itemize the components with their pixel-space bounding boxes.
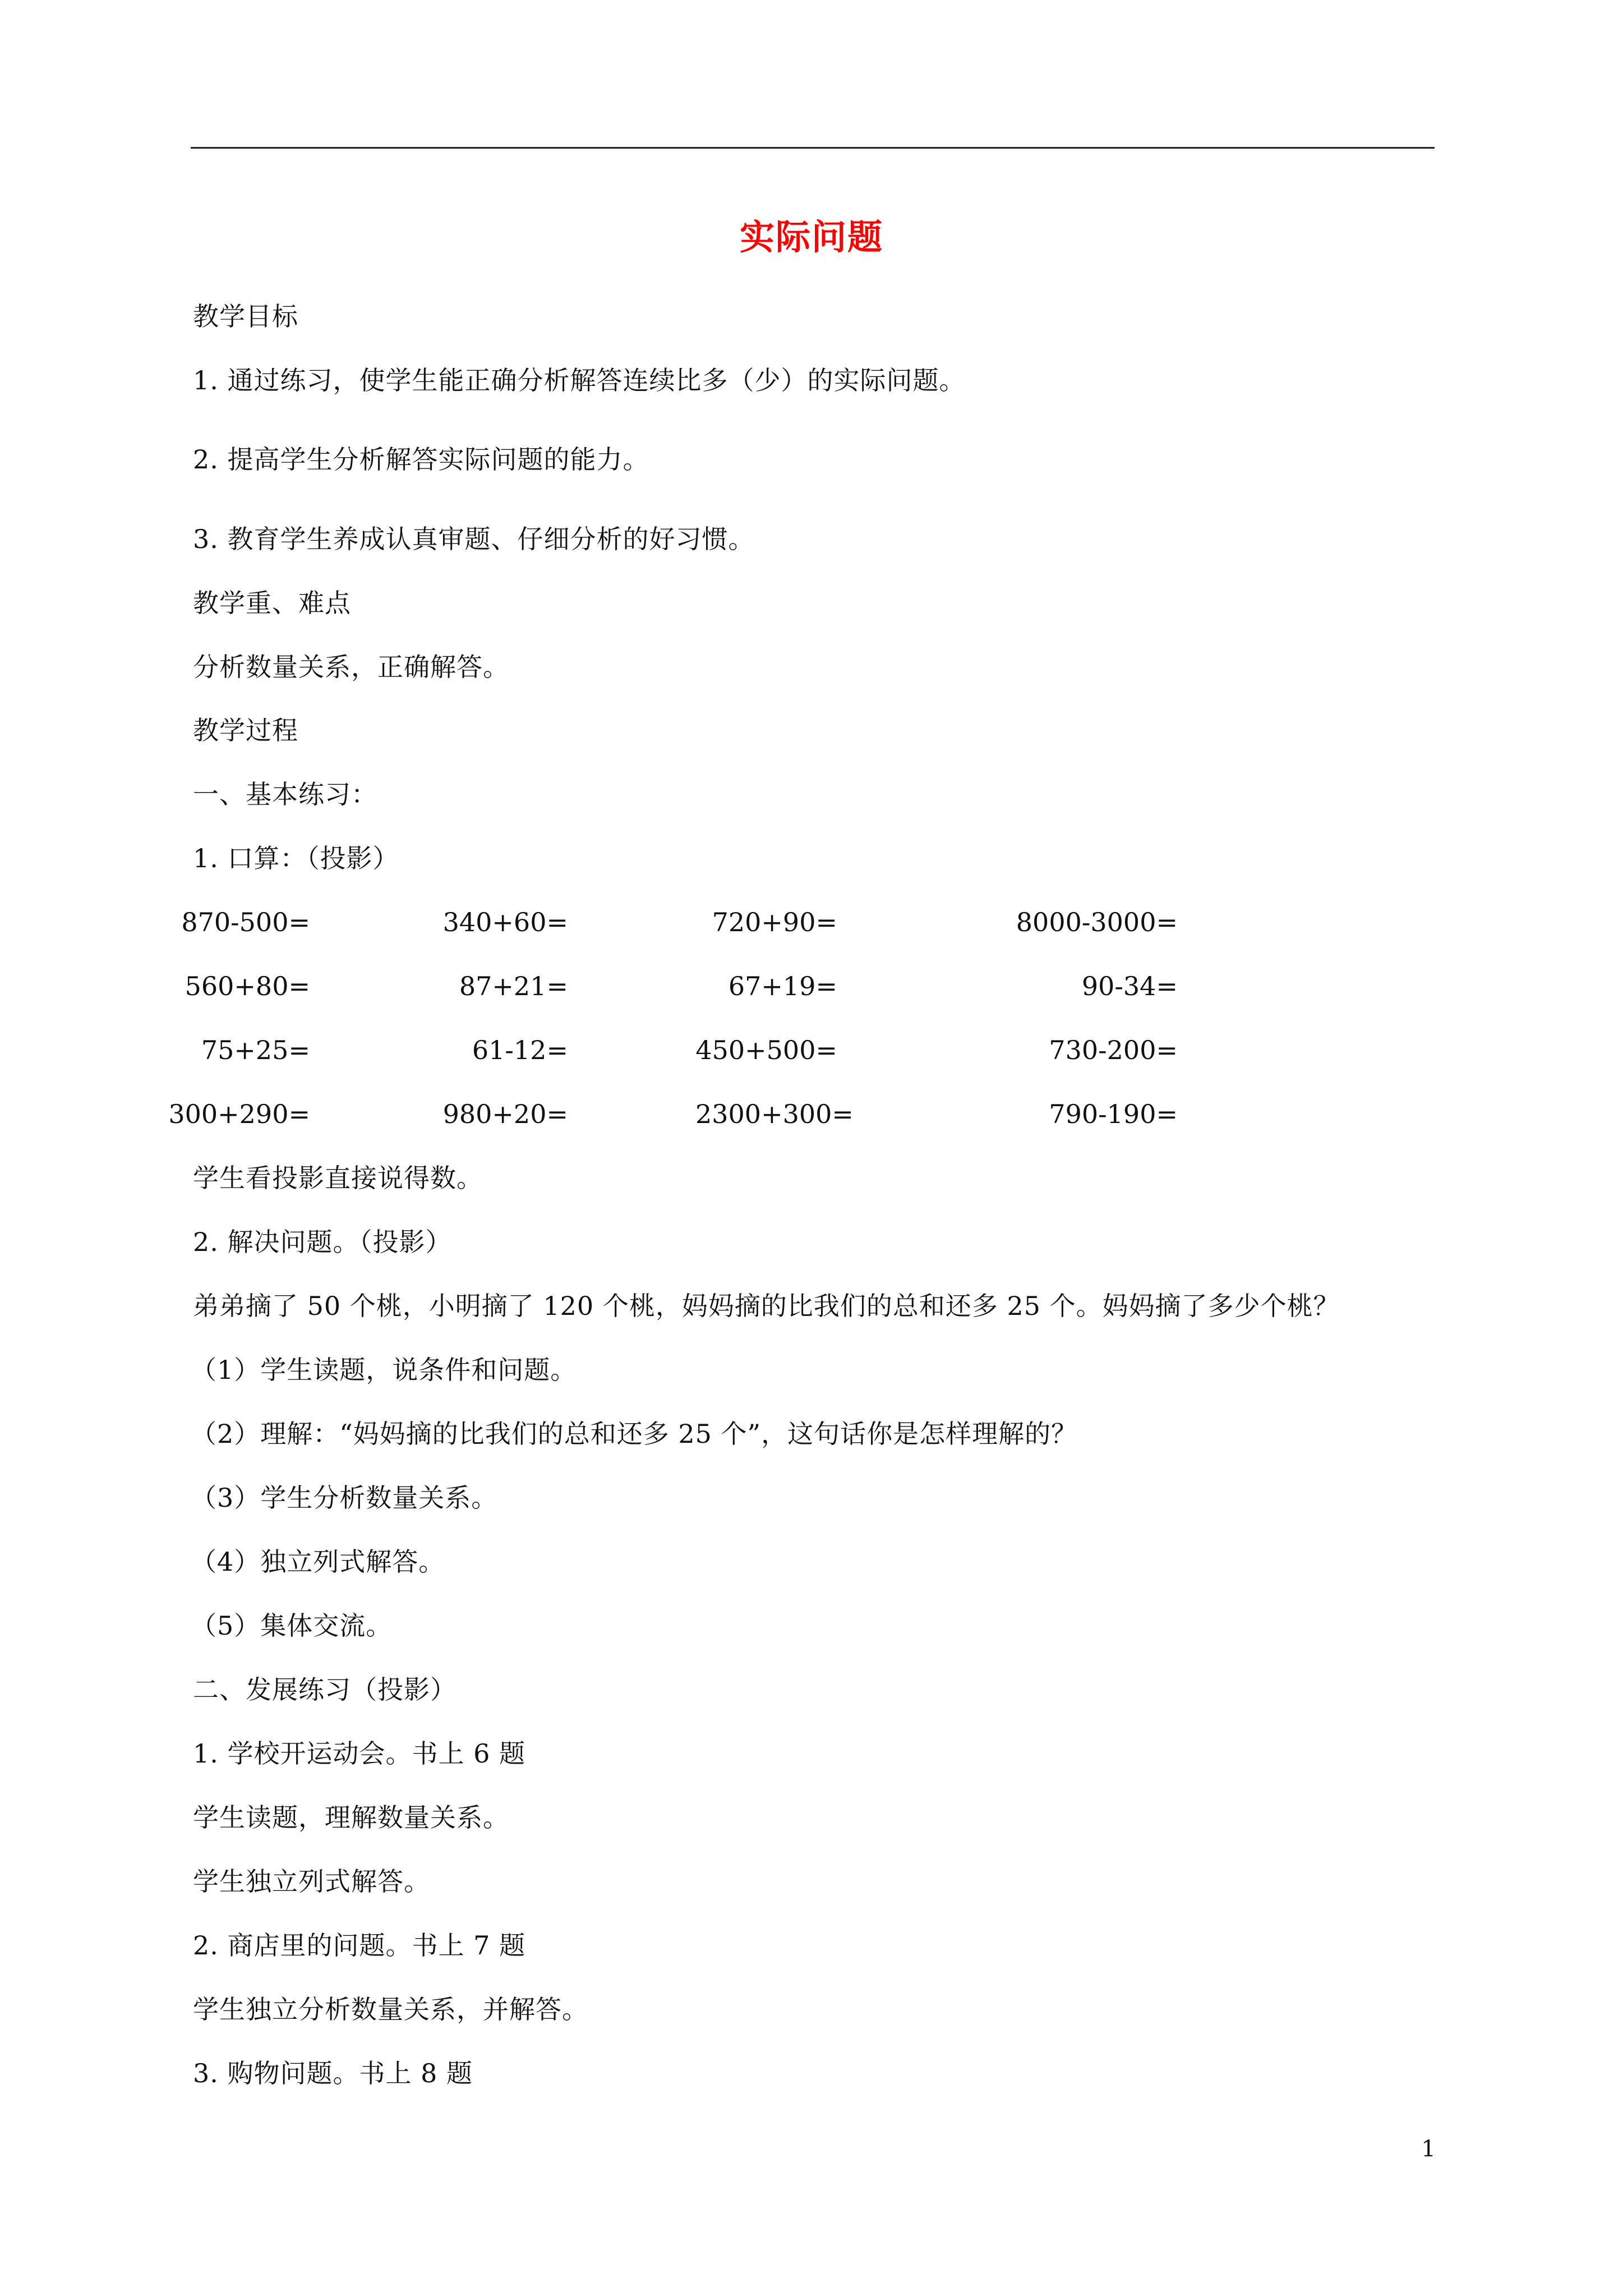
calc-cell: 87+21= (459, 971, 568, 1001)
dev-item-2-note: 学生独立分析数量关系，并解答。 (193, 1994, 588, 2024)
calc-cell: 67+19= (728, 971, 837, 1001)
calc-cell: 870-500= (181, 907, 310, 937)
problem-step-1: （1）学生读题，说条件和问题。 (191, 1355, 577, 1385)
calc-cell: 300+290= (168, 1099, 310, 1129)
calc-cell: 720+90= (712, 907, 837, 937)
process-heading: 教学过程 (193, 715, 298, 746)
calc-cell: 90-34= (1081, 971, 1178, 1001)
calc-cell: 2300+300= (695, 1099, 854, 1129)
section-1-heading: 一、基本练习： (193, 779, 377, 809)
page-number: 1 (1421, 2136, 1436, 2162)
problem-text: 弟弟摘了 50 个桃，小明摘了 120 个桃，妈妈摘的比我们的总和还多 25 个。妈妈摘了多少个桃？ (193, 1291, 1340, 1321)
calc-cell: 560+80= (185, 971, 310, 1001)
problem-step-5: （5）集体交流。 (191, 1611, 393, 1641)
calc-cell: 340+60= (442, 907, 568, 937)
calc-cell: 61-12= (472, 1035, 568, 1065)
problem-heading: 2. 解决问题。（投影） (193, 1227, 452, 1257)
goal-item-2: 2. 提高学生分析解答实际问题的能力。 (193, 444, 649, 475)
goal-item-3: 3. 教育学生养成认真审题、仔细分析的好习惯。 (193, 524, 755, 554)
section-2-heading: 二、发展练习（投影） (193, 1674, 457, 1705)
problem-step-2: （2）理解：“妈妈摘的比我们的总和还多 25 个”，这句话你是怎样理解的？ (191, 1419, 1078, 1449)
calc-cell: 75+25= (201, 1035, 310, 1065)
dev-item-2: 2. 商店里的问题。书上 7 题 (193, 1930, 526, 1961)
key-heading: 教学重、难点 (193, 588, 351, 618)
document-title: 实际问题 (739, 217, 883, 257)
dev-item-3: 3. 购物问题。书上 8 题 (193, 2058, 473, 2088)
goal-item-1: 1. 通过练习，使学生能正确分析解答连续比多（少）的实际问题。 (193, 365, 966, 395)
calc-cell: 980+20= (442, 1099, 568, 1129)
problem-step-3: （3）学生分析数量关系。 (191, 1483, 498, 1513)
calc-cell: 450+500= (695, 1035, 837, 1065)
goal-heading: 教学目标 (193, 301, 298, 332)
oral-calc-note: 学生看投影直接说得数。 (193, 1163, 483, 1193)
calc-cell: 790-190= (1049, 1099, 1178, 1129)
calc-cell: 730-200= (1049, 1035, 1178, 1065)
dev-item-1-note-b: 学生独立列式解答。 (193, 1866, 430, 1897)
header-rule (191, 147, 1435, 149)
calc-cell: 8000-3000= (1016, 907, 1178, 937)
oral-calc-heading: 1. 口算：（投影） (193, 843, 399, 873)
problem-step-4: （4）独立列式解答。 (191, 1547, 445, 1577)
dev-item-1-note-a: 学生读题，理解数量关系。 (193, 1802, 509, 1833)
key-text: 分析数量关系，正确解答。 (193, 652, 509, 682)
dev-item-1: 1. 学校开运动会。书上 6 题 (193, 1738, 526, 1769)
